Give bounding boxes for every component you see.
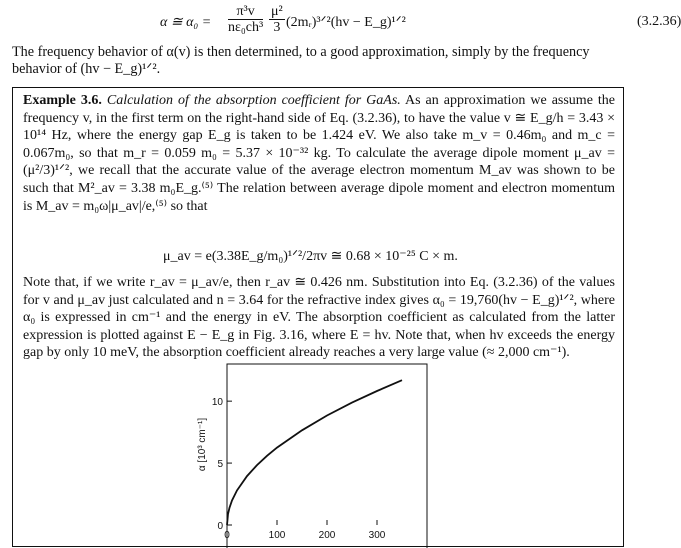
y-tick-label: 5: [217, 459, 223, 471]
example-label: Example 3.6.: [23, 93, 102, 108]
example-note: Note that, if we write r_av = μ_av/e, then r_av ≅ 0.426 nm. Substitution into Eq. (3.2.36) of the values for v and μ_av just calculated and n = 3.64 for the refractive index gives α₀ = 19,760(hv − E_g)¹ᐟ², where α₀ is expressed in cm⁻¹ and the energy in eV. The absorption coefficient as calculated from the latter expression is plotted against E − E_g in Fig. 3.16, where E = hv. Note that, when hv exceeds the energy gap by only 10 meV, the absorption coefficient already reaches a very large value (≈ 2,000 cm⁻¹).: [23, 275, 615, 361]
equation-lhs: α ≅ α₀ =: [160, 15, 212, 30]
example-body: As an approximation we assume the frequency v, in the first term on the right-hand side of Eq. (3.2.36), to have the value v ≅ E_g/h = 3.43 × 10¹⁴ Hz, where the energy gap E_g is taken to be 1.424 eV. We also take m_v = 0.46m₀ and m_c = 0.067m₀, so that m_r = 0.059 m₀ = 5.37 × 10⁻³² kg. To calculate the average dipole moment μ_av = (μ²/3)¹ᐟ², we recall that the accurate value of the average electron momentum M_av was shown to be such that M²_av = 3.38 m₀E_g.⁽⁵⁾ The relation between average dipole moment and electron momentum is M_av = m₀ω|μ_av|/e,⁽⁵⁾ so that: [23, 93, 615, 214]
fraction-1-numerator: π³v: [228, 4, 263, 20]
fraction-2-numerator: μ²: [271, 4, 283, 19]
absorption-curve: [227, 380, 402, 525]
equation-3-2-36: [150, 4, 681, 42]
x-tick-label: 100: [268, 530, 286, 541]
y-axis-label: α [10³ cm⁻¹]: [197, 417, 208, 472]
chart-plot-area: [197, 364, 427, 548]
fraction-1-denominator: nε₀ch³: [228, 20, 264, 35]
x-tick-label: 300: [368, 530, 386, 541]
equation-number: (3.2.36): [637, 14, 681, 29]
x-tick-label: 0: [224, 530, 230, 541]
equation-fraction-2: [269, 4, 285, 35]
y-tick-label: 0: [217, 521, 223, 532]
example-box: [12, 87, 624, 547]
equation-rhs: (2mᵣ)³ᐟ²(hv − E_g)¹ᐟ²: [286, 15, 406, 30]
equation-fraction-1: [228, 4, 263, 35]
absorption-coefficient-chart: [13, 88, 625, 548]
body-paragraph: The frequency behavior of α(v) is then determined, to a good approximation, simply by the frequency behavior of (hv − E_g)¹ᐟ².: [12, 44, 590, 77]
y-tick-label: 10: [211, 397, 223, 409]
x-tick-label: 200: [318, 530, 336, 541]
fraction-2-denominator: 3: [273, 20, 281, 35]
dipole-moment-equation: μ_av = e(3.38E_g/m₀)¹ᐟ²/2πv ≅ 0.68 × 10⁻²⁵ C × m.: [163, 249, 458, 264]
example-title: Calculation of the absorption coefficient for GaAs.: [106, 93, 401, 108]
